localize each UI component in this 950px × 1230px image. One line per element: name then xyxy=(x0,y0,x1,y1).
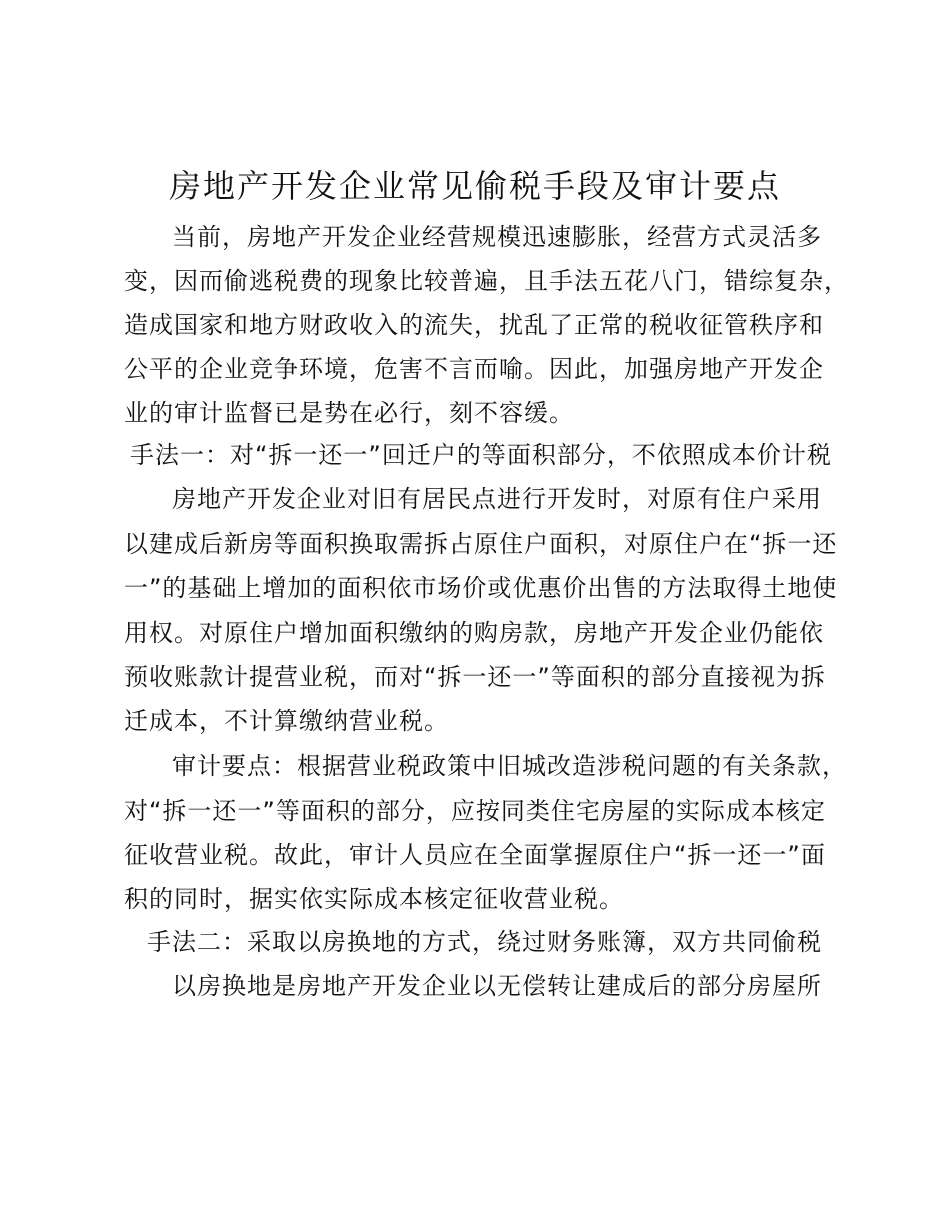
method-2-heading: 手法二：采取以房换地的方式，绕过财务账簿，双方共同偷税 xyxy=(147,928,822,956)
intro-line-2: 变，因而偷逃税费的现象比较普遍，且手法五花八门，错综复杂， xyxy=(124,267,849,295)
method-1-audit-line-4: 积的同时，据实依实际成本核定征收营业税。 xyxy=(124,885,624,913)
intro-line-4: 公平的企业竞争环境，危害不言而喻。因此，加强房地产开发企 xyxy=(124,355,824,383)
method-1-audit-line-1: 审计要点：根据营业税政策中旧城改造涉税问题的有关条款， xyxy=(172,752,847,780)
intro-line-5: 业的审计监督已是势在必行，刻不容缓。 xyxy=(124,399,574,427)
method-1-body-line-2: 以建成后新房等面积换取需拆占原住户面积，对原住户在“拆一还 xyxy=(124,530,838,558)
document-title: 房地产开发企业常见偷税手段及审计要点 xyxy=(168,167,781,205)
method-1-body-line-5: 预收账款计提营业税，而对“拆一还一”等面积的部分直接视为拆 xyxy=(124,663,826,691)
method-2-body-line-1: 以房换地是房地产开发企业以无偿转让建成后的部分房屋所 xyxy=(172,972,822,1000)
method-1-body-line-3: 一”的基础上增加的面积依市场价或优惠价出售的方法取得土地使 xyxy=(124,574,838,602)
method-1-body-line-6: 迁成本，不计算缴纳营业税。 xyxy=(124,707,449,735)
intro-line-1: 当前，房地产开发企业经营规模迅速膨胀，经营方式灵活多 xyxy=(172,223,822,251)
method-1-heading: 手法一：对“拆一还一”回迁户的等面积部分，不依照成本价计税 xyxy=(130,441,832,469)
intro-line-3: 造成国家和地方财政收入的流失，扰乱了正常的税收征管秩序和 xyxy=(124,311,824,339)
method-1-body-line-1: 房地产开发企业对旧有居民点进行开发时，对原有住户采用 xyxy=(172,485,822,513)
method-1-body-line-4: 用权。对原住户增加面积缴纳的购房款，房地产开发企业仍能依 xyxy=(124,619,824,647)
method-1-audit-line-3: 征收营业税。故此，审计人员应在全面掌握原住户“拆一还一”面 xyxy=(124,841,826,869)
method-1-audit-line-2: 对“拆一还一”等面积的部分，应按同类住宅房屋的实际成本核定 xyxy=(124,797,826,825)
